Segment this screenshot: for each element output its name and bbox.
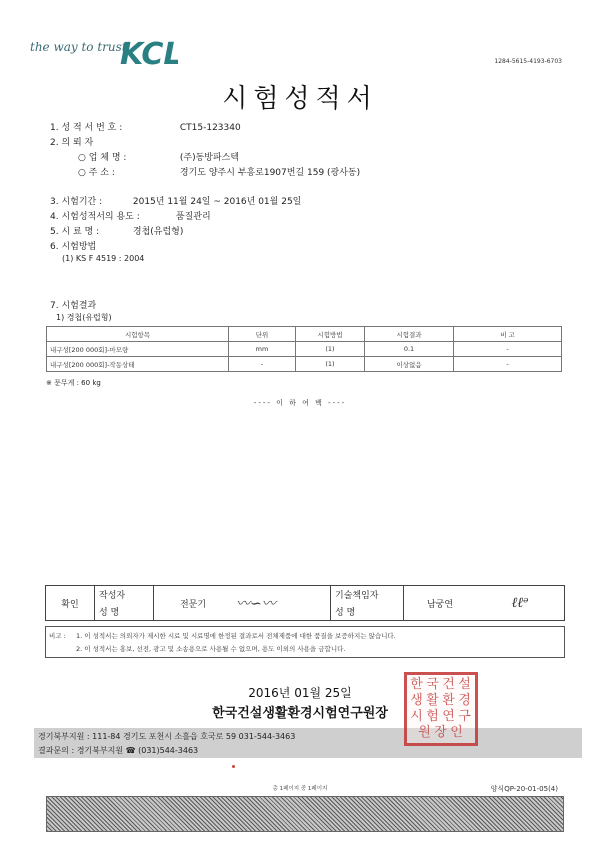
- branch-info-bar: [34, 728, 582, 758]
- method-label: 6. 시험방법: [50, 242, 97, 252]
- security-pattern-strip: [46, 796, 564, 832]
- company-label: ○ 업 체 명 :: [78, 153, 127, 163]
- results-header-row: [47, 327, 562, 342]
- cell-unit: mm: [229, 342, 296, 357]
- purpose-label: 4. 시험성적서의 용도 :: [50, 212, 140, 222]
- issuing-organization: 한국건설생활환경시험연구원장: [212, 706, 388, 721]
- issue-date: 2016년 01월 25일: [248, 686, 352, 700]
- cell-result: 이상없음: [365, 357, 454, 372]
- remarks-box: [45, 626, 565, 658]
- tech-manager-signature: [476, 586, 565, 621]
- seal-glyph: 국: [426, 677, 440, 692]
- page-info: 총 1페이지 중 1페이지: [272, 786, 328, 792]
- sample-label: 5. 시 료 명 :: [50, 227, 100, 237]
- cell-method: (1): [296, 342, 365, 357]
- seal-glyph: 한: [410, 677, 424, 692]
- results-subsection-label: 1) 경첩(유럽형): [56, 313, 112, 322]
- branch-address: 경기북부지원 : 111-84 경기도 포천시 소흘읍 호국로 59 031-544-3463: [38, 732, 296, 741]
- col-header-item: 시험항목: [47, 327, 229, 342]
- company-row: [78, 150, 239, 163]
- table-row: [47, 357, 562, 372]
- cell-item: 내구성[200 000회]-마모량: [47, 342, 229, 357]
- period-label: 3. 시험기간 :: [50, 197, 103, 207]
- author-signature: [232, 586, 331, 621]
- remark-line-1: 1. 이 성적서는 의뢰자가 제시한 시료 및 시료명에 한정된 결과로서 전체제품에 대한 품질을 보증하지는 않습니다.: [76, 632, 396, 640]
- results-section-label: 7. 시험결과: [50, 301, 97, 311]
- cell-unit: -: [229, 357, 296, 372]
- results-table: [46, 326, 562, 372]
- end-of-content-mark: ---- 이 하 여 백 ----: [253, 399, 347, 407]
- col-header-remarks: 비 고: [454, 327, 562, 342]
- author-label: 작성자: [95, 586, 154, 604]
- seal-glyph: 원: [418, 725, 432, 740]
- certificate-number: CT15-123340: [179, 123, 241, 133]
- seal-glyph: 시: [410, 709, 424, 724]
- confirm-label: 확인: [46, 586, 95, 621]
- address-row: [78, 165, 360, 178]
- cell-remarks: -: [454, 357, 562, 372]
- address: 경기도 양주시 부흥로1907번길 159 (광사동): [179, 168, 361, 178]
- seal-glyph: 험: [426, 709, 440, 724]
- certificate-number-label: 1. 성 적 서 번 호 :: [50, 123, 123, 133]
- seal-glyph: 설: [458, 677, 472, 692]
- sample-row: [50, 224, 183, 237]
- official-seal: [404, 672, 478, 746]
- kcl-logo-text: KCL: [120, 37, 178, 70]
- seal-glyph: 연: [442, 709, 456, 724]
- seal-glyph: 구: [458, 709, 472, 724]
- signoff-table: [45, 585, 565, 621]
- address-label: ○ 주 소 :: [78, 168, 115, 178]
- client-label: 2. 의 뢰 자: [50, 138, 94, 148]
- company-name: (주)동방파스텍: [179, 153, 240, 163]
- seal-glyph: 경: [458, 693, 472, 708]
- period-row: [50, 194, 301, 207]
- seal-glyph: 인: [450, 725, 464, 740]
- sample-name: 경첩(유럽형): [132, 227, 184, 237]
- cell-remarks: -: [454, 342, 562, 357]
- col-header-method: 시험방법: [296, 327, 365, 342]
- kcl-logo: [118, 36, 178, 74]
- result-inquiry: 결과문의 : 경기북부지원 ☎ (031)544-3463: [38, 746, 199, 755]
- col-header-unit: 단위: [229, 327, 296, 342]
- document-number: 1284-5615-4193-6703: [494, 58, 562, 65]
- signature-icon: ℓℓᵊ: [511, 594, 529, 611]
- tech-manager-name-label: 성 명: [331, 603, 404, 621]
- tagline: the way to trust: [30, 40, 127, 54]
- remarks-label: 비고 :: [49, 632, 66, 640]
- author-name-label: 성 명: [95, 603, 154, 621]
- page-title: 시험성적서: [222, 84, 378, 114]
- remark-line-2: 2. 이 성적서는 홍보, 선전, 광고 및 소송용으로 사용될 수 없으며, 용도 이외의 사용을 금합니다.: [76, 645, 346, 653]
- certificate-number-row: [50, 120, 241, 133]
- test-period: 2015년 11월 24일 ~ 2016년 01월 25일: [132, 197, 302, 207]
- cell-result: 0.1: [365, 342, 454, 357]
- col-header-result: 시험결과: [365, 327, 454, 342]
- seal-glyph: 장: [434, 725, 448, 740]
- tech-manager-label: 기술책임자: [331, 586, 404, 604]
- cell-item: 내구성[200 000회]-작동상태: [47, 357, 229, 372]
- ink-dot: [232, 765, 235, 768]
- seal-glyph: 활: [426, 693, 440, 708]
- author-name: 전문기: [154, 586, 233, 621]
- signature-icon: 〰︎∽〰︎: [236, 596, 276, 612]
- door-weight-note: ※ 문무게 : 60 kg: [46, 379, 101, 387]
- seal-glyph: 환: [442, 693, 456, 708]
- seal-glyph: 건: [442, 677, 456, 692]
- cell-method: (1): [296, 357, 365, 372]
- form-number: 양식QP-20-01-05(4): [490, 785, 558, 793]
- purpose: 품질관리: [175, 212, 211, 222]
- seal-glyph: 생: [410, 693, 424, 708]
- table-row: [47, 342, 562, 357]
- test-method: (1) KS F 4519 : 2004: [62, 254, 145, 263]
- purpose-row: [50, 209, 211, 222]
- tech-manager-name: 남궁연: [404, 586, 477, 621]
